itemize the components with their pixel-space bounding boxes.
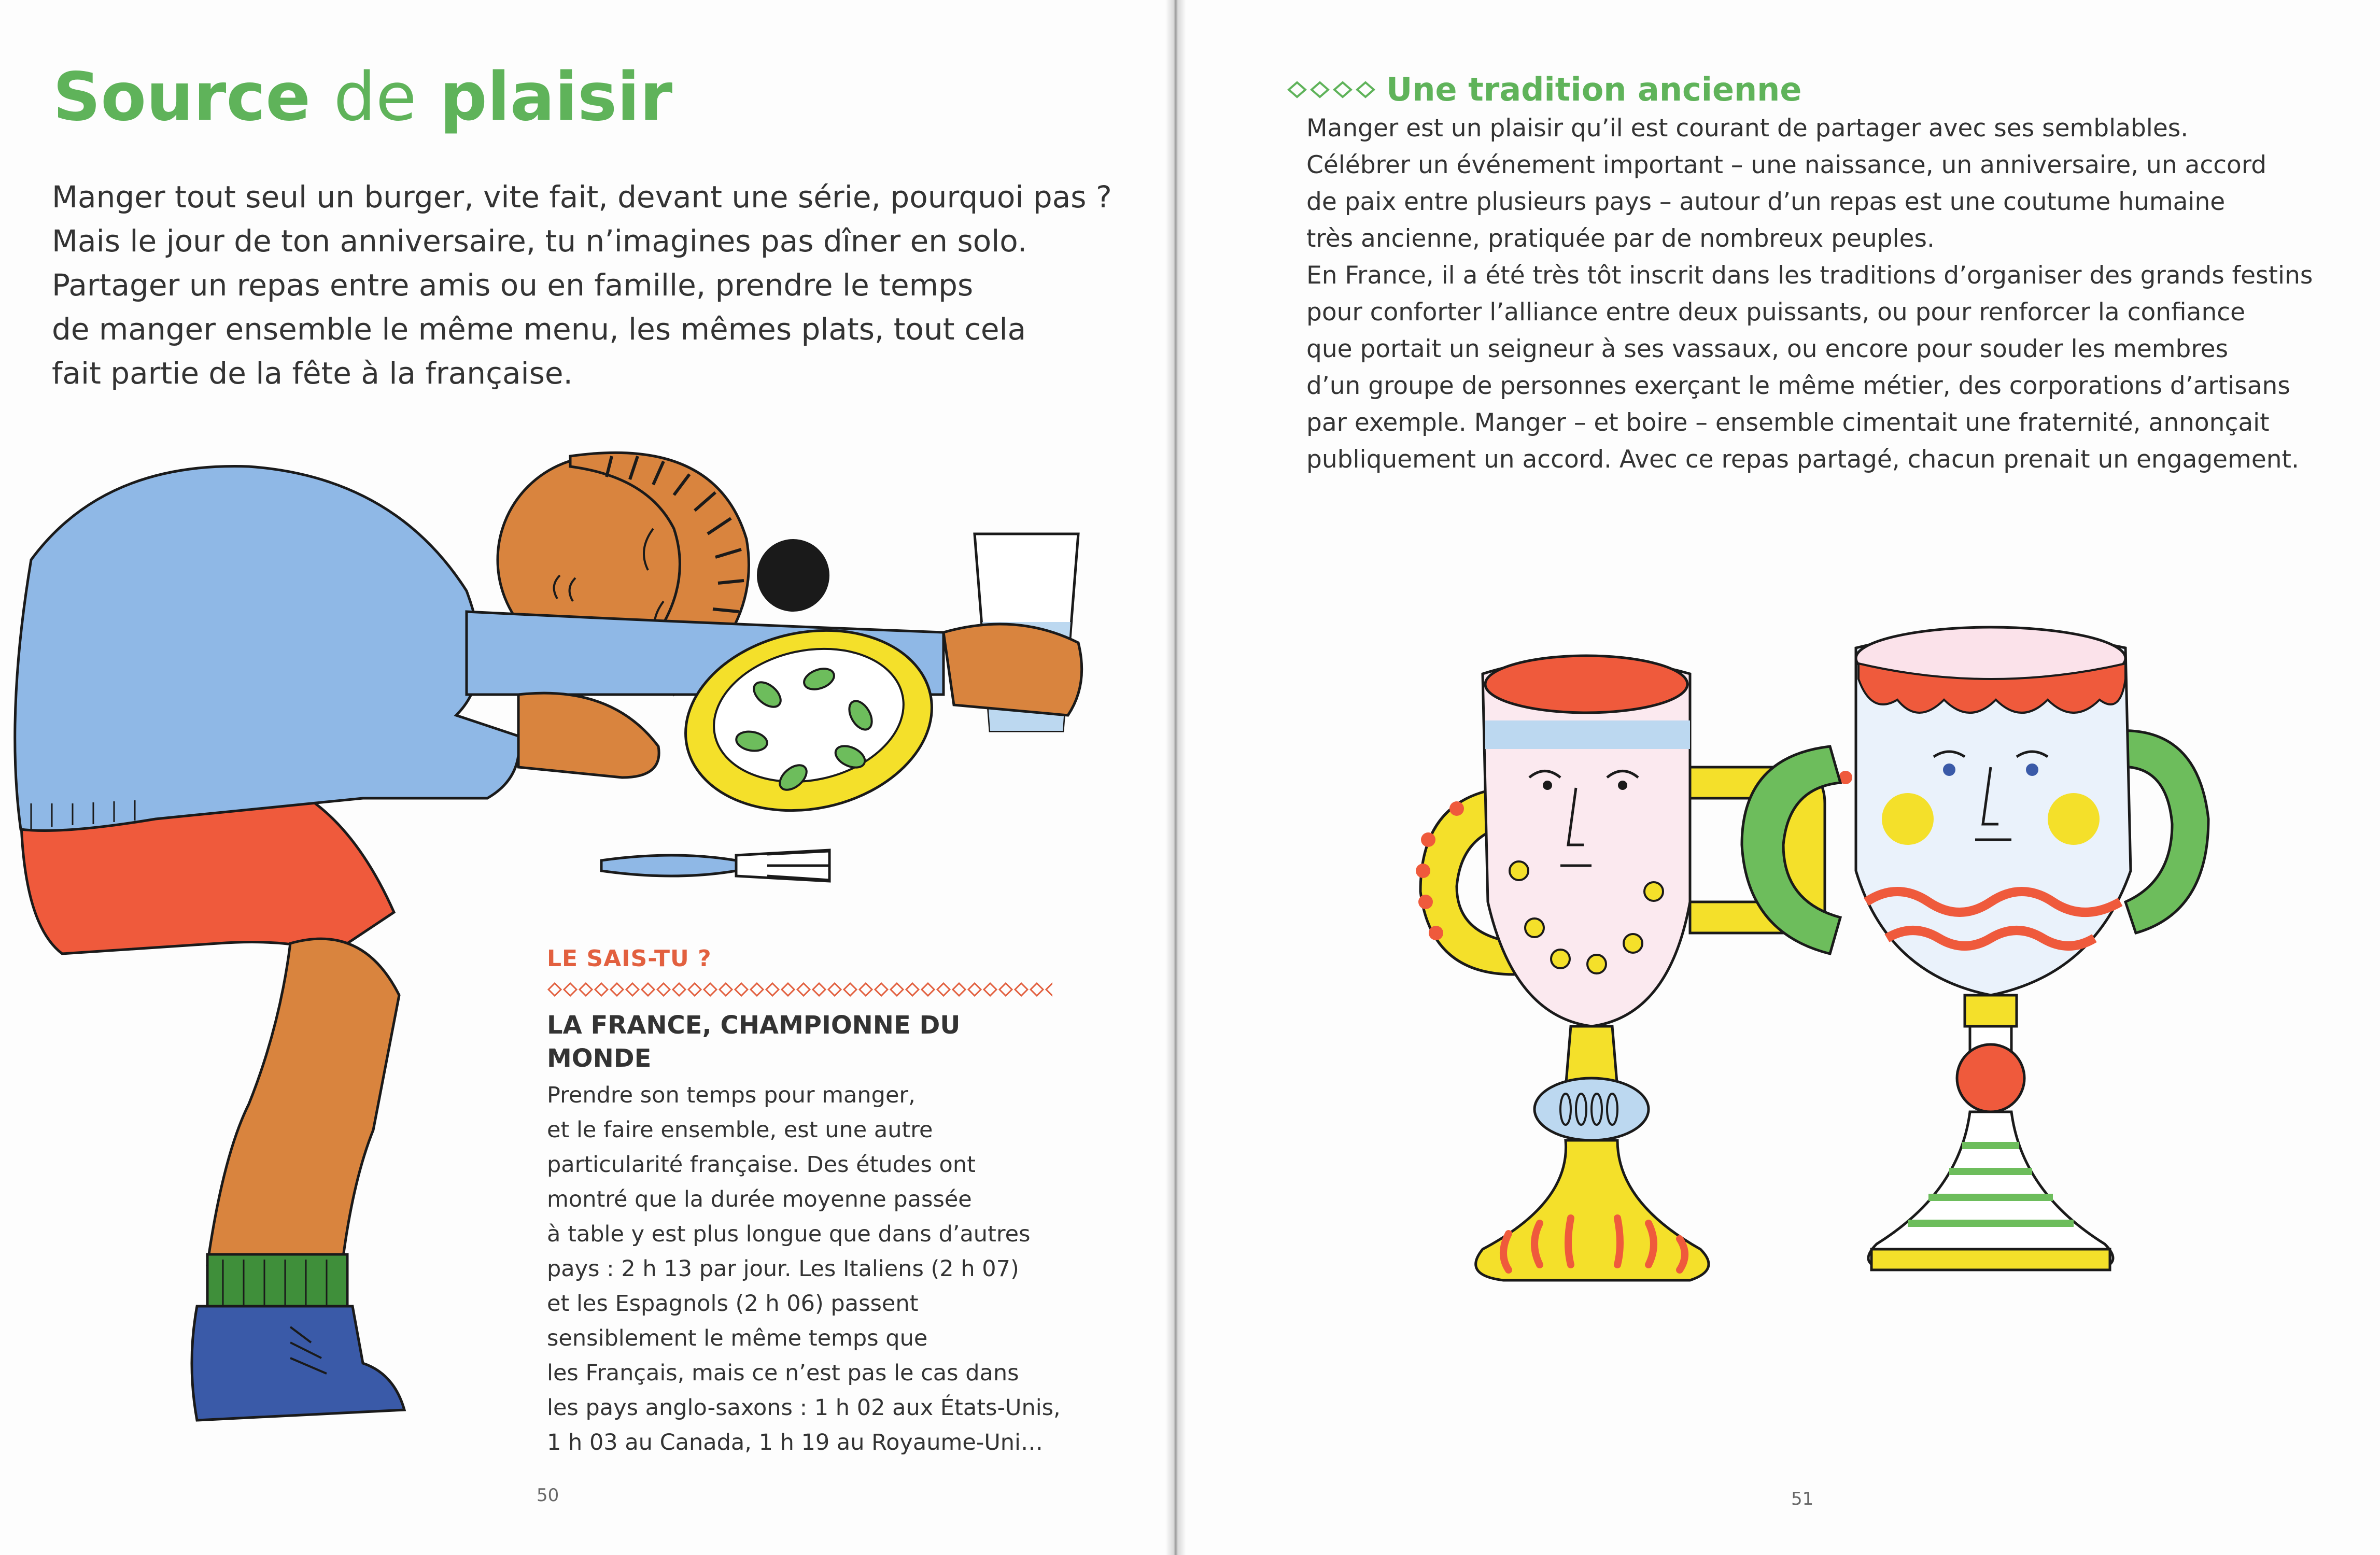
section-line: Célébrer un événement important – une naissance, un anniversaire, un accord [1306,151,2267,179]
boot [192,1306,404,1420]
section-line: par exemple. Manger – et boire – ensemble cimentait une fraternité, annonçait [1306,408,2270,437]
did-you-know-box [547,943,1061,1460]
section-line: pour conforter l’alliance entre deux puissants, ou pour renforcer la confiance [1306,298,2245,327]
diamond-divider-icon [547,982,1052,997]
box-line: les pays anglo-saxons : 1 h 02 aux États-Unis, [547,1395,1061,1421]
goblets-illustration [1400,622,2281,1348]
intro-line: de manger ensemble le même menu, les mêmes plats, tout cela [52,312,1026,347]
section-line: très ancienne, pratiquée par de nombreux peuples. [1306,224,1935,253]
diamond-divider-icon [1286,79,1379,100]
did-you-know-kicker: LE SAIS-TU ? [547,945,712,972]
did-you-know-heading: LA FRANCE, CHAMPIONNE DU MONDE [547,1011,961,1073]
section-line: En France, il a été très tôt inscrit dans les traditions d’organiser des grands festins [1306,261,2313,290]
section-line: publiquement un accord. Avec ce repas partagé, chacun prenait un engagement. [1306,445,2299,474]
intro-line: Mais le jour de ton anniversaire, tu n’imagines pas dîner en solo. [52,223,1027,259]
box-line: les Français, mais ce n’est pas le cas dans [547,1360,1019,1386]
box-line: pays : 2 h 13 par jour. Les Italiens (2 h 07) [547,1256,1019,1282]
intro-paragraph [52,175,1115,395]
box-line: montré que la durée moyenne passée [547,1186,972,1212]
box-line: à table y est plus longue que dans d’autres [547,1221,1031,1247]
section-line: de paix entre plusieurs pays – autour d’un repas est une coutume humaine [1306,188,2226,216]
pompom [757,539,829,612]
box-line: particularité française. Des études ont [547,1152,976,1178]
title-word-de: de [333,59,417,136]
box-line: et le faire ensemble, est une autre [547,1117,933,1143]
intro-line: Partager un repas entre amis ou en famille, prendre le temps [52,267,974,303]
box-line: et les Espagnols (2 h 06) passent [547,1291,919,1317]
book-gutter [1165,0,1186,1555]
section-title: Une tradition ancienne [1386,70,1802,108]
box-line: sensiblement le même temps que [547,1325,928,1351]
box-line: Prendre son temps pour manger, [547,1082,916,1108]
page-number-right: 51 [1791,1489,1814,1509]
section-line: d’un groupe de personnes exerçant le même métier, des corporations d’artisans [1306,372,2290,400]
page-number-left: 50 [537,1485,559,1506]
section-line: que portait un seigneur à ses vassaux, ou encore pour souder les membres [1306,335,2229,363]
intro-line: fait partie de la fête à la française. [52,356,573,391]
fork-icon [601,850,829,881]
box-line: 1 h 03 au Canada, 1 h 19 au Royaume-Uni… [547,1430,1044,1455]
sweater [15,466,519,831]
title-word-plaisir: plaisir [440,59,673,136]
intro-line: Manger tout seul un burger, vite fait, devant une série, pourquoi pas ? [52,179,1112,215]
leg [207,939,399,1265]
section-text [1306,110,2333,478]
section-line: Manger est un plaisir qu’il est courant de partager avec ses semblables. [1306,114,2189,143]
page-title [53,61,672,134]
hand [518,693,659,778]
section-heading [1286,66,1801,113]
did-you-know-text [547,1078,1061,1460]
title-word-source: Source [53,59,311,136]
